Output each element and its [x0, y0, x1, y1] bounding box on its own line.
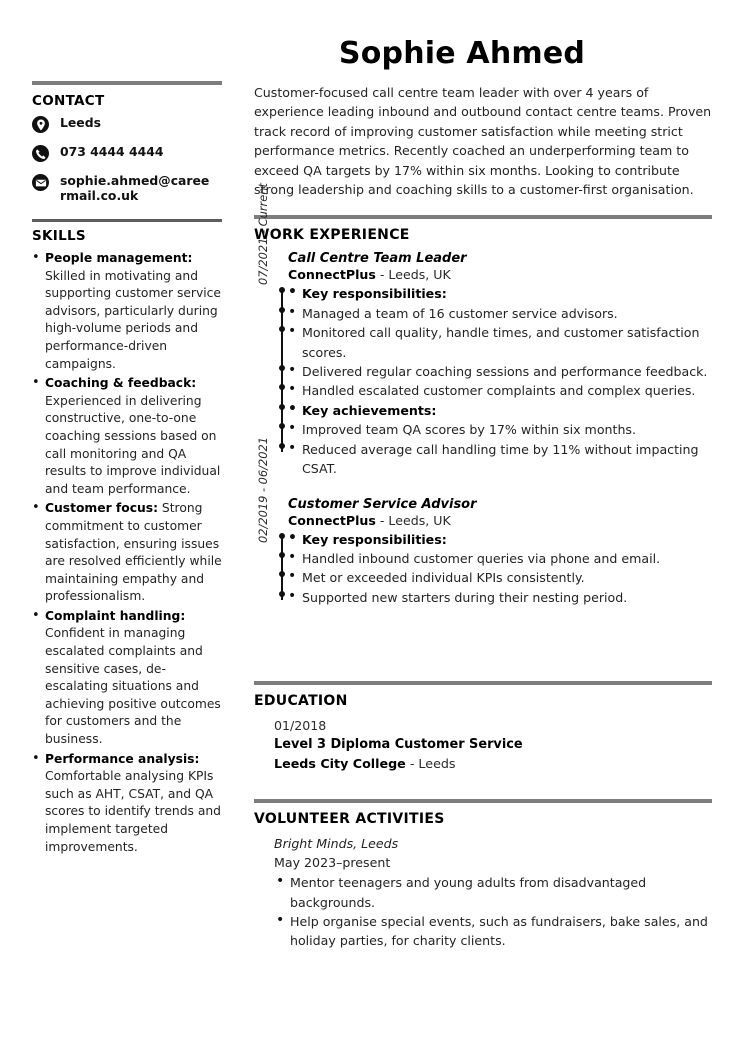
sidebar [32, 81, 228, 858]
list-item [32, 250, 222, 373]
volunteer-section [254, 799, 712, 951]
skill-text: Experienced in delivering constructive, one-to-one coaching sessions based on call monitoring and QA results to improve individual and team performance. [45, 393, 221, 496]
volunteer-organisation: Bright Minds, Leeds [274, 836, 399, 852]
work-entry-company [288, 513, 712, 528]
phone-icon [32, 145, 49, 162]
education-school [274, 754, 712, 773]
volunteer-bullets [274, 873, 712, 951]
work-experience-heading: WORK EXPERIENCE [254, 227, 410, 244]
timeline-dot [279, 443, 285, 449]
school-name: Leeds City College [274, 756, 406, 772]
skills-list [32, 250, 222, 856]
list-item: • Met or exceeded individual KPIs consistently. [288, 568, 712, 587]
school-location: - Leeds [405, 756, 456, 772]
list-item: • Delivered regular coaching sessions and performance feedback. [288, 362, 712, 381]
volunteer-divider [254, 799, 712, 803]
work-entry-title: Customer Service Advisor [288, 496, 477, 512]
volunteer-heading: VOLUNTEER ACTIVITIES [254, 811, 445, 828]
work-entry-bullets [288, 284, 712, 478]
list-item [32, 751, 222, 857]
education-heading: EDUCATION [254, 693, 348, 710]
list-item: • Key responsibilities: [288, 284, 712, 303]
main-content [228, 81, 712, 951]
list-item [32, 608, 222, 749]
skill-label: People management: [45, 251, 193, 265]
list-item: • Managed a team of 16 customer service advisors. [288, 304, 712, 323]
work-entry-dates: 07/2021 - Current [256, 183, 270, 286]
contact-divider [32, 81, 222, 85]
envelope-icon [32, 174, 49, 191]
location-pin-icon [32, 116, 49, 133]
list-item: • Supported new starters during their nesting period. [288, 588, 712, 607]
list-item: • Handled escalated customer complaints and complex queries. [288, 381, 712, 400]
work-entry-company [288, 267, 712, 282]
page-title: Sophie Ahmed [338, 36, 586, 71]
two-column-body [32, 81, 712, 951]
skills-divider [32, 219, 222, 222]
education-date: 01/2018 [274, 718, 327, 734]
list-item: • Mentor teenagers and young adults from disadvantaged backgrounds. [274, 873, 712, 912]
skill-label: Coaching & feedback: [45, 376, 197, 391]
work-experience-section [254, 183, 712, 607]
timeline-dot [279, 404, 285, 410]
work-entry-title: Call Centre Team Leader [288, 251, 467, 267]
skill-text: Strong commitment to customer satisfaction, ensuring issues are resolved efficiently while maintaining empathy and professionalism. [45, 501, 222, 604]
skills-heading: SKILLS [32, 228, 86, 244]
contact-item-phone [32, 144, 222, 162]
company-location: - Leeds, UK [375, 267, 451, 283]
volunteer-entry [254, 835, 712, 951]
timeline-dot [279, 533, 285, 539]
professional-summary: Customer-focused call centre team leader with over 4 years of experience leading inbound and outbound contact centre teams. Proven track record of improving customer satisfaction while meeting strict performance metrics. Recently coached an underperforming team to exceed QA targets by 17% within six months. Looking to contribute strong leadership and coaching skills to a customer-first organisation. [254, 85, 712, 198]
list-item: • Help organise special events, such as fundraisers, bake sales, and holiday parties, for charity clients. [274, 912, 712, 951]
education-section [254, 681, 712, 773]
work-entry-dates: 02/2019 - 06/2021 [256, 436, 270, 543]
list-item [32, 500, 222, 606]
skill-label: Complaint handling: [45, 608, 186, 623]
list-item: • Improved team QA scores by 17% within six months. [288, 420, 712, 439]
work-entry-bullets [288, 530, 712, 608]
contact-location-value: Leeds [60, 115, 101, 130]
skill-label: Performance analysis: [45, 751, 200, 766]
company-name: ConnectPlus [288, 267, 376, 283]
list-item: • Reduced average call handling time by 11% without impacting CSAT. [288, 440, 712, 479]
education-degree: Level 3 Diploma Customer Service [274, 737, 523, 753]
list-item: • Key achievements: [288, 401, 712, 420]
skill-text: Skilled in motivating and supporting customer service advisors, particularly during high-volume periods and performance-driven campaigns. [45, 268, 221, 371]
contact-email-value: sophie.ahmed@careermail.co.uk [60, 173, 210, 203]
timeline-dot [279, 307, 285, 313]
volunteer-date: May 2023–present [274, 855, 391, 871]
company-name: ConnectPlus [288, 512, 376, 528]
education-divider [254, 681, 712, 685]
contact-phone-value: 073 4444 4444 [60, 144, 164, 159]
timeline-dot [279, 552, 285, 558]
work-divider [254, 215, 712, 219]
skill-text: Comfortable analysing KPIs such as AHT, CSAT, and QA scores to identify trends and implement targeted improvements. [45, 769, 221, 854]
list-item: • Key responsibilities: [288, 530, 712, 549]
company-location: - Leeds, UK [375, 512, 451, 528]
skill-text: Confident in managing escalated complaints and sensitive cases, de-escalating situations and achieving positive outcomes for customers and the business. [45, 626, 221, 747]
timeline-dot [279, 591, 285, 597]
education-entry [254, 717, 712, 773]
contact-heading: CONTACT [32, 93, 105, 109]
skill-label: Customer focus: [45, 501, 159, 516]
list-item: • Monitored call quality, handle times, and customer satisfaction scores. [288, 323, 712, 362]
contact-list [32, 115, 222, 203]
list-item: • Handled inbound customer queries via phone and email. [288, 549, 712, 568]
contact-item-email [32, 173, 222, 203]
list-item [32, 375, 222, 498]
contact-item-location [32, 115, 222, 133]
